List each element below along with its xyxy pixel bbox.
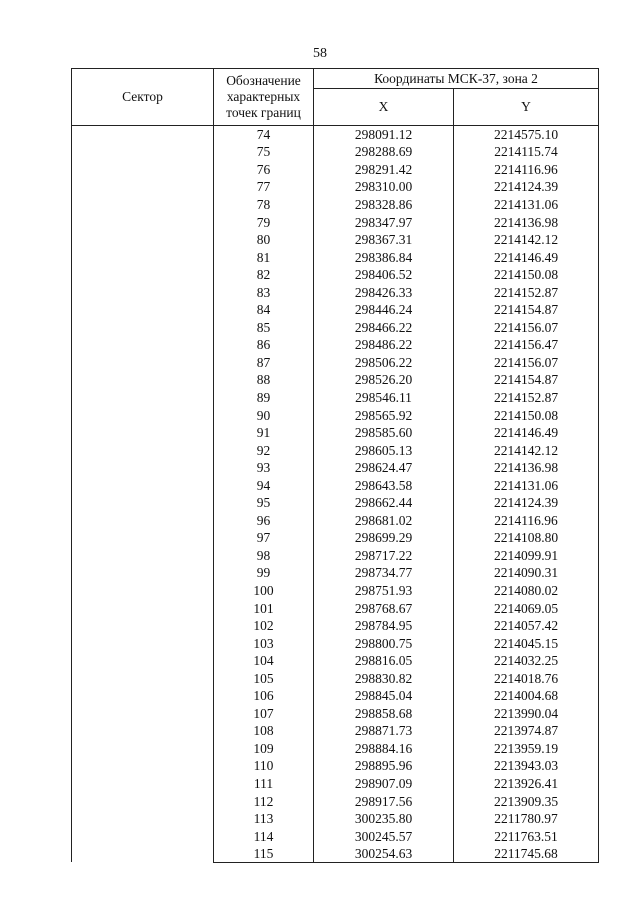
x-coordinate-cell: 298310.00 <box>314 178 454 196</box>
x-coordinate-cell: 298681.02 <box>314 512 454 530</box>
point-number-cell: 82 <box>214 266 314 284</box>
point-number-cell: 108 <box>214 722 314 740</box>
point-number-cell: 77 <box>214 178 314 196</box>
x-coordinate-cell: 298288.69 <box>314 143 454 161</box>
point-number-cell: 91 <box>214 424 314 442</box>
y-coordinate-cell: 2214154.87 <box>454 371 599 389</box>
point-number-cell: 114 <box>214 827 314 845</box>
y-coordinate-cell: 2211763.51 <box>454 827 599 845</box>
y-coordinate-cell: 2213990.04 <box>454 705 599 723</box>
point-number-cell: 98 <box>214 547 314 565</box>
point-designation-line-1: Обозначение <box>226 73 301 88</box>
table-header <box>72 69 599 126</box>
point-number-cell: 87 <box>214 354 314 372</box>
y-coordinate-cell: 2213909.35 <box>454 792 599 810</box>
y-coordinate-cell: 2214154.87 <box>454 301 599 319</box>
x-coordinate-cell: 298426.33 <box>314 283 454 301</box>
point-number-cell: 96 <box>214 512 314 530</box>
point-number-cell: 92 <box>214 441 314 459</box>
y-coordinate-cell: 2214146.49 <box>454 248 599 266</box>
point-number-cell: 109 <box>214 740 314 758</box>
point-number-cell: 88 <box>214 371 314 389</box>
x-coordinate-cell: 298858.68 <box>314 705 454 723</box>
point-number-cell: 110 <box>214 757 314 775</box>
x-coordinate-cell: 298486.22 <box>314 336 454 354</box>
coordinate-system-header: Координаты МСК-37, зона 2 <box>314 69 599 89</box>
x-coordinate-cell: 298917.56 <box>314 792 454 810</box>
point-number-cell: 83 <box>214 283 314 301</box>
x-coordinate-cell: 298699.29 <box>314 529 454 547</box>
point-number-cell: 104 <box>214 652 314 670</box>
coordinates-table <box>71 68 599 863</box>
point-number-cell: 103 <box>214 634 314 652</box>
y-coordinate-cell: 2214057.42 <box>454 617 599 635</box>
x-coordinate-cell: 298643.58 <box>314 476 454 494</box>
point-number-cell: 112 <box>214 792 314 810</box>
x-coordinate-cell: 298585.60 <box>314 424 454 442</box>
y-coordinate-cell: 2213974.87 <box>454 722 599 740</box>
y-coordinate-cell: 2214156.07 <box>454 319 599 337</box>
y-coordinate-cell: 2214045.15 <box>454 634 599 652</box>
x-coordinate-cell: 298768.67 <box>314 599 454 617</box>
x-coordinate-cell: 298291.42 <box>314 161 454 179</box>
point-number-cell: 102 <box>214 617 314 635</box>
x-coordinate-cell: 298565.92 <box>314 406 454 424</box>
x-coordinate-cell: 298506.22 <box>314 354 454 372</box>
x-coordinate-cell: 298816.05 <box>314 652 454 670</box>
y-coordinate-cell: 2214099.91 <box>454 547 599 565</box>
table-row <box>72 126 599 144</box>
point-number-cell: 75 <box>214 143 314 161</box>
x-coordinate-cell: 298526.20 <box>314 371 454 389</box>
point-number-cell: 113 <box>214 810 314 828</box>
point-designation-line-3: точек границ <box>226 105 301 120</box>
y-coordinate-cell: 2214136.98 <box>454 213 599 231</box>
x-coordinate-cell: 300235.80 <box>314 810 454 828</box>
y-coordinate-cell: 2214152.87 <box>454 389 599 407</box>
y-coordinate-cell: 2214108.80 <box>454 529 599 547</box>
x-coordinate-cell: 298091.12 <box>314 126 454 144</box>
sector-cell <box>72 126 214 863</box>
x-coordinate-cell: 298624.47 <box>314 459 454 477</box>
table-body <box>72 126 599 863</box>
x-coordinate-cell: 298406.52 <box>314 266 454 284</box>
point-number-cell: 74 <box>214 126 314 144</box>
y-coordinate-cell: 2214142.12 <box>454 231 599 249</box>
y-coordinate-cell: 2214124.39 <box>454 178 599 196</box>
y-coordinate-cell: 2214069.05 <box>454 599 599 617</box>
y-coordinate-cell: 2213943.03 <box>454 757 599 775</box>
y-coordinate-cell: 2214152.87 <box>454 283 599 301</box>
x-coordinate-cell: 298546.11 <box>314 389 454 407</box>
x-coordinate-cell: 298662.44 <box>314 494 454 512</box>
point-number-cell: 76 <box>214 161 314 179</box>
point-number-cell: 105 <box>214 669 314 687</box>
sector-column-header: Сектор <box>72 69 214 126</box>
point-number-cell: 84 <box>214 301 314 319</box>
y-coordinate-cell: 2214080.02 <box>454 582 599 600</box>
x-coordinate-cell: 298871.73 <box>314 722 454 740</box>
point-designation-column-header <box>214 69 314 126</box>
point-designation-line-2: характерных <box>226 89 301 104</box>
x-coordinate-cell: 298367.31 <box>314 231 454 249</box>
x-coordinate-cell: 298830.82 <box>314 669 454 687</box>
point-number-cell: 93 <box>214 459 314 477</box>
y-coordinate-cell: 2214131.06 <box>454 476 599 494</box>
y-coordinate-cell: 2214090.31 <box>454 564 599 582</box>
x-coordinate-cell: 300245.57 <box>314 827 454 845</box>
y-coordinate-cell: 2214032.25 <box>454 652 599 670</box>
x-coordinate-cell: 298328.86 <box>314 196 454 214</box>
x-coordinate-cell: 298895.96 <box>314 757 454 775</box>
page-number: 58 <box>313 46 327 61</box>
point-number-cell: 81 <box>214 248 314 266</box>
x-coordinate-cell: 298605.13 <box>314 441 454 459</box>
x-coordinate-cell: 300254.63 <box>314 845 454 863</box>
y-coordinate-cell: 2214124.39 <box>454 494 599 512</box>
point-number-cell: 78 <box>214 196 314 214</box>
y-coordinate-cell: 2214131.06 <box>454 196 599 214</box>
x-coordinate-cell: 298347.97 <box>314 213 454 231</box>
y-column-header: Y <box>454 89 599 126</box>
y-coordinate-cell: 2214575.10 <box>454 126 599 144</box>
x-coordinate-cell: 298884.16 <box>314 740 454 758</box>
y-coordinate-cell: 2214116.96 <box>454 512 599 530</box>
x-coordinate-cell: 298907.09 <box>314 775 454 793</box>
x-coordinate-cell: 298845.04 <box>314 687 454 705</box>
y-coordinate-cell: 2214004.68 <box>454 687 599 705</box>
x-coordinate-cell: 298751.93 <box>314 582 454 600</box>
point-number-cell: 97 <box>214 529 314 547</box>
x-coordinate-cell: 298734.77 <box>314 564 454 582</box>
point-number-cell: 85 <box>214 319 314 337</box>
point-number-cell: 86 <box>214 336 314 354</box>
x-coordinate-cell: 298466.22 <box>314 319 454 337</box>
point-number-cell: 107 <box>214 705 314 723</box>
y-coordinate-cell: 2213959.19 <box>454 740 599 758</box>
point-number-cell: 89 <box>214 389 314 407</box>
point-number-cell: 90 <box>214 406 314 424</box>
y-coordinate-cell: 2214156.07 <box>454 354 599 372</box>
y-coordinate-cell: 2214156.47 <box>454 336 599 354</box>
y-coordinate-cell: 2214150.08 <box>454 266 599 284</box>
point-number-cell: 115 <box>214 845 314 863</box>
y-coordinate-cell: 2214150.08 <box>454 406 599 424</box>
y-coordinate-cell: 2214116.96 <box>454 161 599 179</box>
x-column-header: X <box>314 89 454 126</box>
y-coordinate-cell: 2214115.74 <box>454 143 599 161</box>
point-number-cell: 101 <box>214 599 314 617</box>
y-coordinate-cell: 2211745.68 <box>454 845 599 863</box>
x-coordinate-cell: 298800.75 <box>314 634 454 652</box>
x-coordinate-cell: 298446.24 <box>314 301 454 319</box>
y-coordinate-cell: 2214146.49 <box>454 424 599 442</box>
point-number-cell: 95 <box>214 494 314 512</box>
point-number-cell: 106 <box>214 687 314 705</box>
point-number-cell: 111 <box>214 775 314 793</box>
x-coordinate-cell: 298717.22 <box>314 547 454 565</box>
point-number-cell: 94 <box>214 476 314 494</box>
point-number-cell: 100 <box>214 582 314 600</box>
y-coordinate-cell: 2213926.41 <box>454 775 599 793</box>
y-coordinate-cell: 2214142.12 <box>454 441 599 459</box>
y-coordinate-cell: 2211780.97 <box>454 810 599 828</box>
point-number-cell: 80 <box>214 231 314 249</box>
y-coordinate-cell: 2214018.76 <box>454 669 599 687</box>
point-number-cell: 99 <box>214 564 314 582</box>
point-number-cell: 79 <box>214 213 314 231</box>
x-coordinate-cell: 298386.84 <box>314 248 454 266</box>
y-coordinate-cell: 2214136.98 <box>454 459 599 477</box>
x-coordinate-cell: 298784.95 <box>314 617 454 635</box>
